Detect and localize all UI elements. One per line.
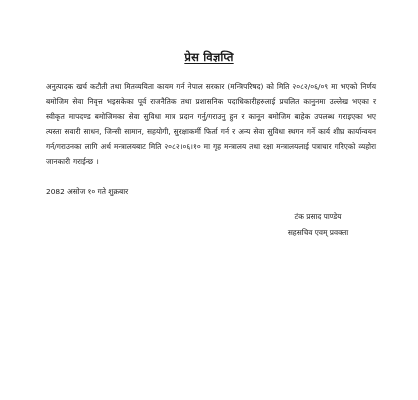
release-date: 2082 असोज १० गते शुक्रबार (46, 187, 129, 196)
signatory-title: सहसचिव एवम् प्रवक्ता (287, 228, 349, 237)
page-title: प्रेस विज्ञप्ति (184, 50, 234, 64)
press-release-body: अनुत्पादक खर्च कटौती तथा मितव्ययिता कायम गर्न नेपाल सरकार (मन्त्रिपरिषद) को मिति २०८२/०६/०९ मा भएको निर्णय बमोजिम सेवा निवृत्त भइसकेका पूर्व राजनैतिक तथा प्रशासनिक पदाधिकारीहरुलाई प्रचलित कानुनमा उल्लेख भएका र स्वीकृत मापदण्ड बमोजिमका सेवा सुविधा मात्र प्रदान गर्नु/गराउनु हुन र कानून बमोजिम बाहेक उपलब्ध गराइएका भए त्यस्ता सवारी साधन, जिन्सी सामान, सहयोगी, सुरक्षाकर्मी फिर्ता गर्न र अन्य सेवा सुविधा स्थगन गर्ने कार्य शीघ्र कार्यान्वयन गर्न/गराउनका लागि अर्थ मन्त्रालयबाट मिति २०८२।०६।१० मा गृह मन्त्रालय तथा रक्षा मन्त्रालयलाई पत्राचार गरिएको व्यहोरा जानकारी गराईन्छ । (46, 82, 376, 167)
signatory-name: टंक प्रसाद पाण्डेय (294, 212, 342, 221)
